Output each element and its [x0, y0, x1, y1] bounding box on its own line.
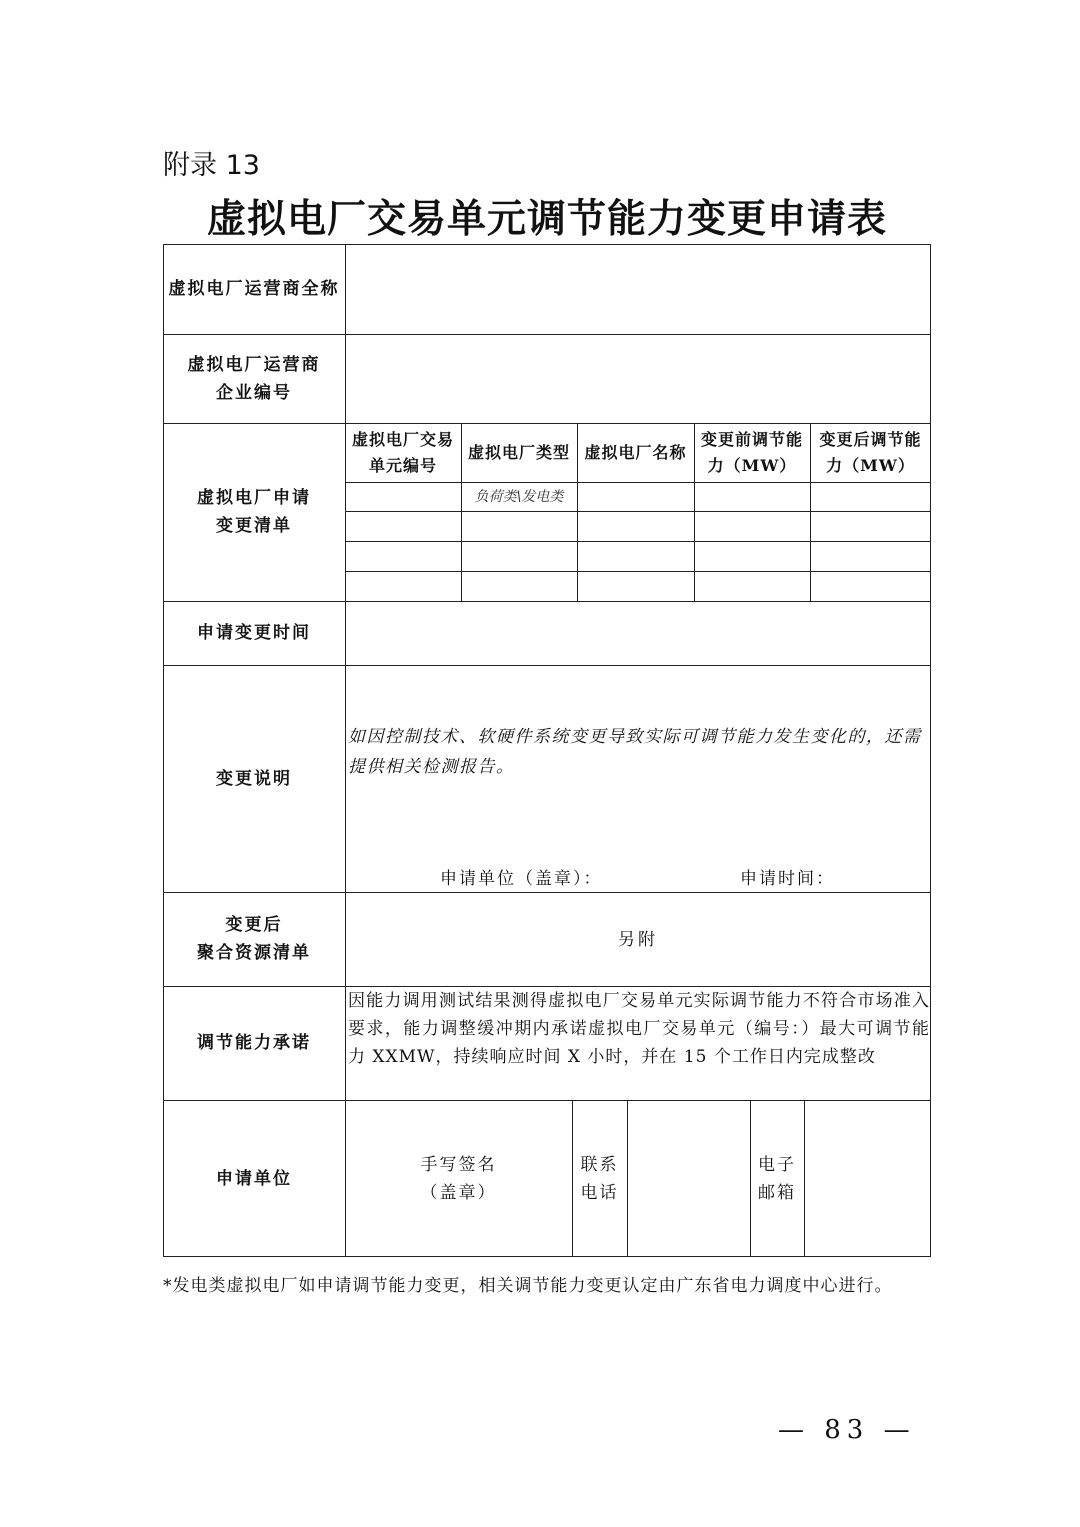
phone-field[interactable] [628, 1101, 750, 1256]
email-field[interactable] [805, 1101, 930, 1256]
operator-name-label: 虚拟电厂运营商全称 [168, 279, 340, 299]
apply-time-label: 申请时间： [740, 869, 835, 889]
header-capacity-before: 变更前调节能力（MW） [700, 429, 803, 475]
header-name: 虚拟电厂名称 [584, 442, 687, 462]
change-list-label: 虚拟电厂申请 变更清单 [197, 488, 311, 536]
type-hint[interactable]: 负荷类\发电类 [474, 488, 564, 505]
operator-id-field[interactable] [346, 335, 930, 423]
change-time-label: 申请变更时间 [197, 623, 311, 643]
change-desc-label: 变更说明 [216, 768, 292, 789]
seal-label: 申请单位（盖章）： [440, 869, 603, 889]
header-type: 虚拟电厂类型 [467, 442, 570, 462]
change-time-field[interactable] [346, 602, 930, 665]
change-desc-hint[interactable]: 如因控制技术、软硬件系统变更导致实际可调节能力发生变化的，还需提供相关检测报告。 [348, 727, 922, 777]
form-title: 虚拟电厂交易单元调节能力变更申请表 [206, 196, 887, 242]
signature-field[interactable]: 手写签名 （盖章） [420, 1154, 497, 1203]
commitment-text: 因能力调用测试结果测得虚拟电厂交易单元实际调节能力不符合市场准入要求，能力调整缓冲期内承诺虚拟电厂交易单元（编号：）最大可调节能力 XXMW，持续响应时间 X 小时，并在 15 个工作日内完成整改 [348, 991, 930, 1067]
footnote: *发电类虚拟电厂如申请调节能力变更，相关调节能力变更认定由广东省电力调度中心进行。 [163, 1276, 893, 1296]
resource-list-value: 另附 [618, 929, 658, 950]
page-number: — 83 — [778, 1415, 916, 1445]
operator-id-label: 虚拟电厂运营商 企业编号 [187, 354, 321, 403]
header-unit-id: 虚拟电厂交易单元编号 [351, 429, 454, 475]
email-label: 电子 邮箱 [758, 1154, 796, 1203]
phone-label: 联系 电话 [580, 1154, 619, 1203]
resource-list-label: 变更后 聚合资源清单 [197, 915, 311, 963]
operator-name-field[interactable] [346, 245, 930, 334]
applicant-label: 申请单位 [216, 1168, 292, 1189]
appendix-label: 附录 13 [163, 150, 260, 181]
commitment-label: 调节能力承诺 [197, 1033, 311, 1053]
header-capacity-after: 变更后调节能力（MW） [819, 429, 922, 475]
